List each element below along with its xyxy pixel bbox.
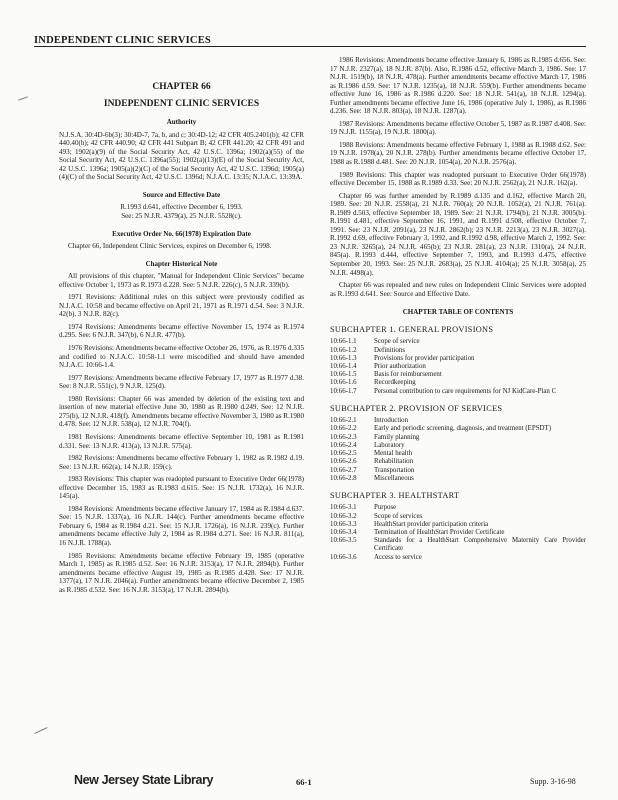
- header-title: INDEPENDENT CLINIC SERVICES: [34, 35, 211, 46]
- history-paragraph: 1983 Revisions: This chapter was readopted pursuant to Executive Order 66(1978) effective December 15, 1983 as R.1983 d.615. See: 15 N.J.R. 1732(a), 16 N.J.R. 145(a).: [59, 475, 304, 501]
- history-paragraph: 1987 Revisions: Amendments became effective October 5, 1987 as R.1987 d.408. See: 19 N.J.R. 1155(a), 19 N.J.R. 1800(a).: [330, 119, 586, 137]
- section-number: 10:66-2.3: [330, 433, 357, 441]
- table-of-contents: [330, 326, 586, 562]
- history-paragraph: 1984 Revisions: Amendments became effective January 17, 1984 as R.1984 d.637. See: 15 N.J.R. 1337(a), 16 N.J.R. 144(c). Further amendments became effective February 6, 1984 as R.1984 d.21. See: 15 N.J.R. 1726(a), 16 N.J.R. 239(c). Further amendments became effective July 2, 1984 as R.1984 d.271. See: 16 N.J.R. 811(a), 16 N.J.R. 1788(a).: [59, 504, 304, 547]
- toc-entry: [330, 504, 586, 512]
- section-number: 10:66-3.3: [330, 520, 357, 528]
- historical-note-heading: Chapter Historical Note: [145, 259, 218, 268]
- authority-heading: Authority: [166, 118, 197, 127]
- toc-entry: [330, 363, 586, 371]
- section-title: Definitions: [374, 346, 406, 354]
- source-line: See: 25 N.J.R. 4379(a), 25 N.J.R. 5528(c).: [121, 212, 242, 221]
- history-paragraph: 1982 Revisions: Amendments became effective February 1, 1982 as R.1982 d.19. See: 13 N.J.R. 662(a), 14 N.J.R. 159(c).: [59, 454, 304, 471]
- section-title: Prior authorization: [374, 362, 426, 370]
- toc-entry: [330, 475, 586, 483]
- toc-entry: [330, 521, 586, 529]
- toc-entry: [330, 425, 586, 433]
- subchapter-heading: SUBCHAPTER 3. HEALTHSTART: [330, 490, 460, 500]
- executive-order-heading: Executive Order No. 66(1978) Expiration Date: [112, 229, 251, 238]
- toc-entry: [330, 338, 586, 346]
- section-number: 10:66-2.5: [330, 450, 357, 458]
- section-title: Scope of services: [374, 512, 423, 520]
- history-paragraph: All provisions of this chapter, "Manual for Independent Clinic Services" became effective October 1, 1973 as R.1973 d.228. See: 5 N.J.R. 226(c), 5 N.J.R. 339(b).: [59, 272, 304, 289]
- history-paragraph: 1974 Revisions: Amendments became effective November 15, 1974 as R.1974 d.295. See: 6 N.J.R. 347(b), 6 N.J.R. 477(b).: [59, 322, 304, 340]
- section-number: 10:66-2.6: [330, 458, 357, 466]
- section-number: 10:66-2.7: [330, 466, 357, 474]
- section-title: Laboratory: [374, 441, 405, 449]
- chapter-title: INDEPENDENT CLINIC SERVICES: [103, 98, 260, 109]
- toc-entry: [330, 434, 586, 442]
- history-paragraph: 1977 Revisions: Amendments became effective February 17, 1977 as R.1977 d.38. See: 8 N.J.R. 551(c), 9 N.J.R. 125(d).: [59, 373, 304, 391]
- section-title: Family planning: [374, 433, 420, 441]
- section-number: 10:66-2.2: [330, 425, 357, 433]
- history-paragraph: Chapter 66 was repealed and new rules on Independent Clinic Services were adopted as R.1993 d.641. See: Source and Effective Date.: [330, 281, 586, 298]
- section-number: 10:66-2.1: [330, 417, 357, 425]
- toc-entry: [330, 450, 586, 458]
- section-number: 10:66-3.6: [330, 553, 357, 561]
- left-column: [59, 56, 304, 598]
- history-paragraph: 1989 Revisions: This chapter was readopted pursuant to Executive Order 66(1978) effective December 15, 1988 as R.1989 d.33. See: 20 N.J.R. 2562(a), 21 N.J.R. 162(a).: [330, 170, 586, 188]
- source-line: R.1993 d.641, effective December 6, 1993.: [120, 203, 243, 212]
- section-number: 10:66-1.4: [330, 362, 357, 370]
- supplement-date: Supp. 3-16-98: [530, 777, 576, 786]
- section-number: 10:66-3.1: [330, 504, 357, 512]
- authority-text: N.J.S.A. 30:4D-6b(3); 30:4D-7, 7a, b, and c; 30:4D-12; 42 CFR 405.2401(b); 42 CFR 440.40(b); 42 CFR 440.90; 42 CFR 441 Subpart B; 42 CFR 441.20; 42 CFR 491 and 493; 1902(a)(9) of the Social Security Act, 42 U.S.C. 1396a; 1902(a)(55) of the Social Security Act, 42 U.S.C. 1396a(55); 1902(a)(13)(E) of the Social Security Act, 42 U.S.C. 1396a; 1905(a)(2)(C) of the Social Security Act, 42 U.S.C. 1396d; 1905(a)(4)(C) of the Social Security Act, 42 U.S.C. 1396d; N.J.A.C. 13:35; N.J.A.C. 13:39A.: [59, 130, 304, 182]
- toc-entry: [330, 513, 586, 521]
- executive-order-text: Chapter 66, Independent Clinic Services, expires on December 6, 1998.: [68, 242, 272, 251]
- subchapter-heading: SUBCHAPTER 2. PROVISION OF SERVICES: [330, 403, 503, 413]
- section-number: 10:66-3.5: [330, 537, 357, 545]
- section-number: 10:66-1.3: [330, 354, 357, 362]
- section-title: Termination of HealthStart Provider Certificate: [374, 529, 505, 537]
- section-title: Basis for reimbursement: [374, 371, 442, 379]
- section-title: Access to service: [374, 553, 422, 561]
- toc-entry: [330, 371, 586, 379]
- chapter-number: CHAPTER 66: [152, 82, 211, 92]
- history-paragraph: 1986 Revisions: Amendments became effective January 6, 1986 as R.1985 d.656. See: 17 N.J.R. 2327(a), 18 N.J.R. 87(b). Also, R.1986 d.52, effective March 3, 1986. See: 17 N.J.R. 1519(b), 18 N.J.R. 478(a). Further amendments became effective March 17, 1986 as R.1986 d.59. See: 17 N.J.R. 1235(a), 18 N.J.R. 559(b). Further amendments became effective June 16, 1986 as R.1986 d.220. See: 18 N.J.R. 541(a), 18 N.J.R. 1294(a). Further amendments became effective June 16, 1986 (operative July 1, 1986), as R.1986 d.236. See: 18 N.J.R. 803(a), 18 N.J.R. 1287(a).: [330, 56, 586, 116]
- toc-entry: [330, 529, 586, 537]
- history-paragraph: 1985 Revisions: Amendments became effective February 19, 1985 (operative March 1, 1985) as R.1985 d.52. See: 16 N.J.R. 3153(a), 17 N.J.R. 2894(b). Further amendments became effective August 19, 1985 as R.1985 d.428. See: 17 N.J.R. 1377(a), 17 N.J.R. 2046(a). Further amendments became effective December 2, 1985 as R.1985 d.532. See: 16 N.J.R. 3153(a), 17 N.J.R. 2894(b).: [59, 551, 304, 594]
- toc-entry: [330, 442, 586, 450]
- toc-entry: [330, 355, 586, 363]
- toc-entry: [330, 347, 586, 355]
- toc-heading: CHAPTER TABLE OF CONTENTS: [402, 308, 514, 317]
- section-title: Miscellaneous: [374, 474, 414, 482]
- history-paragraph: 1981 Revisions: Amendments became effective September 10, 1981 as R.1981 d.331. See: 13 N.J.R. 413(a), 13 N.J.R. 575(a).: [59, 432, 304, 450]
- historical-note-continued: [330, 56, 586, 298]
- history-paragraph: 1971 Revisions: Additional rules on this subject were previously codified as N.J.A.C. 10:58 and became effective on April 21, 1971 as R.1971 d.54. See: 3 N.J.R. 42(b), 3 N.J.R. 82(c).: [59, 293, 304, 319]
- section-title: Rehabilitation: [374, 458, 414, 466]
- page-number: 66-1: [296, 777, 312, 787]
- history-paragraph: Chapter 66 was further amended by R.1989 d.135 and d.162, effective March 20, 1989. See: 20 N.J.R. 2558(a), 21 N.J.R. 760(a); 20 N.J.R. 1052(a), 21 N.J.R. 761(a). R.1989 d.503, effective September 18, 1989. See: 21 N.J.R. 1794(b), 21 N.J.R. 3005(b). R.1991 d.481, effective September 16, 1991, and R.1991 d.508, effective October 7, 1991. See: 23 N.J.R. 2091(a), 23 N.J.R. 2862(b); 23 N.J.R. 2213(a), 23 N.J.R. 3027(a). R.1992 d.69, effective February 3, 1992, and R.1992 d.98, effective March 2, 1992. See: 23 N.J.R. 3265(a), 24 N.J.R. 465(b); 23 N.J.R. 281(a), 23 N.J.R. 1310(a), 24 N.J.R. 845(a). R.1993 d.444, effective September 7, 1993, and R.1993 d.475, effective September 20, 1993. See: 25 N.J.R. 2683(a), 25 N.J.R. 4104(a); 25 N.J.R. 3058(a), 25 N.J.R. 4498(a).: [330, 191, 586, 277]
- section-number: 10:66-1.2: [330, 346, 357, 354]
- section-number: 10:66-2.4: [330, 441, 357, 449]
- toc-entry: [330, 554, 586, 562]
- toc-entry: [330, 417, 586, 425]
- history-paragraph: 1980 Revisions: Chapter 66 was amended by deletion of the existing text and insertion of new material effective June 30, 1980 as R.1980 d.249. See: 12 N.J.R. 275(b), 12 N.J.R. 418(f). Amendments became effective November 3, 1980 as R.1980 d.478. See: 12 N.J.R. 538(a), 12 N.J.R. 704(f).: [59, 394, 304, 429]
- toc-entry: [330, 537, 586, 553]
- historical-note: [59, 272, 304, 594]
- section-number: 10:66-1.5: [330, 371, 357, 379]
- section-number: 10:66-1.6: [330, 379, 357, 387]
- subchapter-heading: SUBCHAPTER 1. GENERAL PROVISIONS: [330, 324, 494, 334]
- section-number: 10:66-3.4: [330, 529, 357, 537]
- section-title: Provisions for provider participation: [374, 354, 475, 362]
- section-title: Standards for a HealthStart Comprehensive Maternity Care Provider Certificate: [374, 537, 586, 553]
- section-title: Personal contribution to care requirements for NJ KidCare-Plan C: [374, 387, 557, 395]
- history-paragraph: 1988 Revisions: Amendments became effective February 1, 1988 as R.1988 d.62. See: 19 N.J.R. 1978(a), 20 N.J.R. 278(b). Further amendments became effective October 17, 1988 as R.1988 d.481. See: 20 N.J.R. 1054(a), 20 N.J.R. 2576(a).: [330, 140, 586, 167]
- section-title: Mental health: [374, 450, 413, 458]
- toc-entry: [330, 388, 586, 396]
- section-title: Early and periodic screening, diagnosis, and treatment (EPSDT): [374, 425, 551, 433]
- section-number: 10:66-3.2: [330, 512, 357, 520]
- section-number: 10:66-1.7: [330, 387, 357, 395]
- section-title: Purpose: [374, 504, 397, 512]
- section-title: Transportation: [374, 466, 415, 474]
- section-number: 10:66-1.1: [330, 338, 357, 346]
- section-title: HealthStart provider participation criteria: [374, 520, 489, 528]
- section-number: 10:66-2.8: [330, 474, 357, 482]
- toc-entry: [330, 379, 586, 387]
- margin-mark: [18, 96, 28, 100]
- right-column: [330, 56, 586, 562]
- toc-entry: [330, 458, 586, 466]
- section-title: Introduction: [374, 417, 409, 425]
- source-heading: Source and Effective Date: [142, 190, 221, 199]
- section-title: Scope of service: [374, 338, 420, 346]
- history-paragraph: 1976 Revisions: Amendments became effective October 26, 1976, as R.1976 d.335 and codified to N.J.A.C. 10:58-1.1 were miscodified and should have amended N.J.A.C. 10:66-1.4.: [59, 344, 304, 370]
- running-header: [34, 30, 586, 47]
- margin-mark: [34, 727, 47, 734]
- section-title: Recordkeeping: [374, 379, 416, 387]
- library-watermark: New Jersey State Library: [74, 773, 214, 787]
- toc-entry: [330, 467, 586, 475]
